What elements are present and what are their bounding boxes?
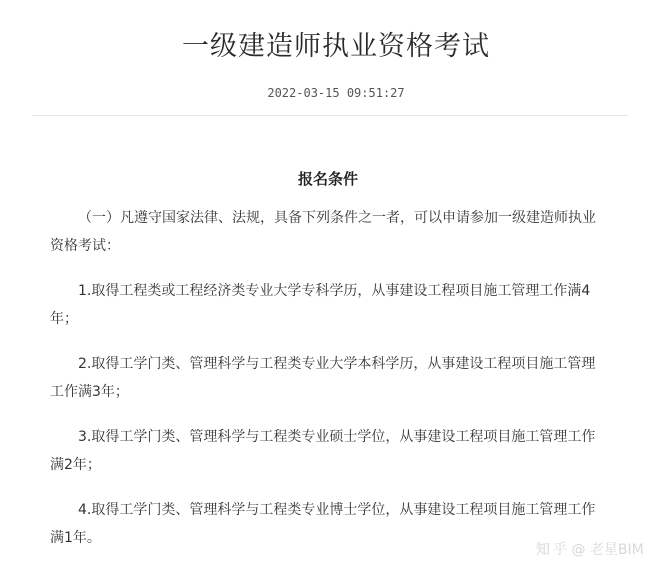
paragraph-condition-2: 2.取得工学门类、管理科学与工程类专业大学本科学历，从事建设工程项目施工管理工作满3年； xyxy=(50,356,596,400)
watermark-text: 乎 @ 老星BIM xyxy=(553,542,644,558)
paragraph-condition-4: 4.取得工学门类、管理科学与工程类专业博士学位，从事建设工程项目施工管理工作满1年。 xyxy=(50,502,596,546)
section-heading: 报名条件 xyxy=(297,170,358,188)
article-title: 一级建造师执业资格考试 xyxy=(182,31,490,62)
article-body xyxy=(50,204,606,569)
paragraph-condition-3: 3.取得工学门类、管理科学与工程类专业硕士学位，从事建设工程项目施工管理工作满2年； xyxy=(50,429,596,473)
title-divider xyxy=(32,115,628,116)
zhihu-watermark xyxy=(536,539,644,559)
publish-date: 2022-03-15 09:51:27 xyxy=(267,86,405,100)
paragraph-intro: （一）凡遵守国家法律、法规，具备下列条件之一者，可以申请参加一级建造师执业资格考试： xyxy=(50,210,596,254)
zhihu-logo-icon: 知 xyxy=(536,542,550,558)
paragraph-condition-1: 1.取得工程类或工程经济类专业大学专科学历，从事建设工程项目施工管理工作满4年； xyxy=(50,283,591,327)
